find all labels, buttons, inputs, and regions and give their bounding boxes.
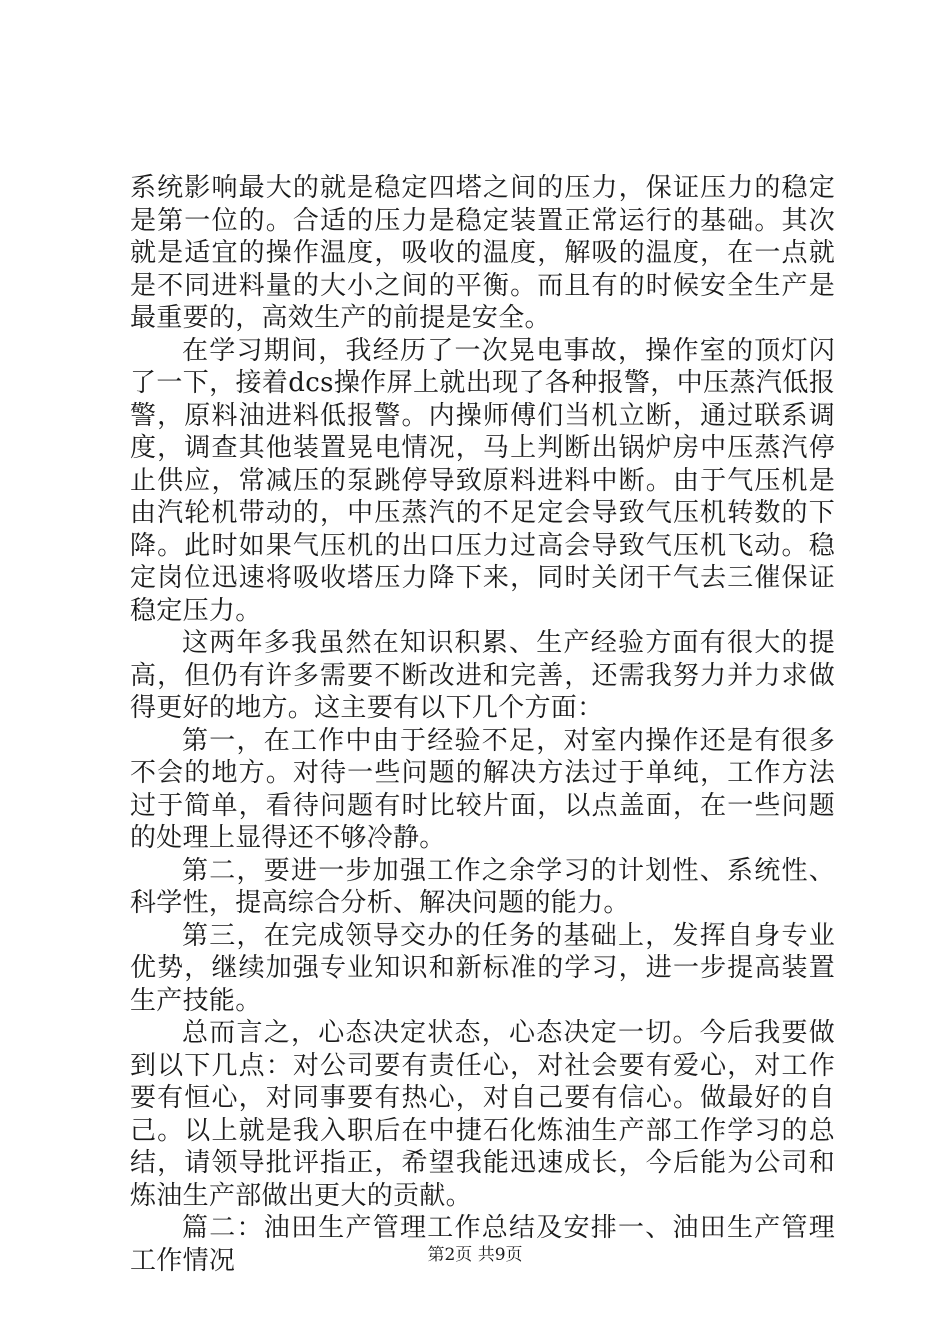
paragraph-improvements-intro: 这两年多我虽然在知识积累、生产经验方面有很大的提高，但仍有许多需要不断改进和完善，还需我努力并力求做得更好的地方。这主要有以下几个方面： xyxy=(130,628,835,723)
paragraph-continuation: 系统影响最大的就是稳定四塔之间的压力，保证压力的稳定是第一位的。合适的压力是稳定装置正常运行的基础。其次就是适宜的操作温度，吸收的温度，解吸的温度，在一点就是不同进料量的大小之间的平衡。而且有的时候安全生产是最重要的，高效生产的前提是安全。 xyxy=(130,173,835,333)
paragraph-conclusion: 总而言之，心态决定状态，心态决定一切。今后我要做到以下几点：对公司要有责任心，对社会要有爱心，对工作要有恒心，对同事要有热心，对自己要有信心。做最好的自己。以上就是我入职后在中捷石化炼油生产部工作学习的总结，请领导批评指正，希望我能迅速成长，今后能为公司和炼油生产部做出更大的贡献。 xyxy=(130,1018,835,1211)
document-body xyxy=(130,172,835,1277)
page-number-footer: 第2页 共9页 xyxy=(427,1245,523,1265)
paragraph-point-three: 第三，在完成领导交办的任务的基础上，发挥自身专业优势，继续加强专业知识和新标准的学习，进一步提高装置生产技能。 xyxy=(130,920,835,1016)
paragraph-power-outage: 在学习期间，我经历了一次晃电事故，操作室的顶灯闪了一下，接着dcs操作屏上就出现了各种报警，中压蒸汽低报警，原料油进料低报警。内操师傅们当机立断，通过联系调度，调查其他装置晃电情况，马上判断出锅炉房中压蒸汽停止供应，常减压的泵跳停导致原料进料中断。由于气压机是由汽轮机带动的，中压蒸汽的不足定会导致气压机转数的下降。此时如果气压机的出口压力过高会导致气压机飞动。稳定岗位迅速将吸收塔压力降下来，同时关闭干气去三催保证稳定压力。 xyxy=(130,335,835,626)
paragraph-point-one: 第一，在工作中由于经验不足，对室内操作还是有很多不会的地方。对待一些问题的解决方法过于单纯，工作方法过于简单，看待问题有时比较片面，以点盖面，在一些问题的处理上显得还不够冷静。 xyxy=(130,725,835,853)
paragraph-point-two: 第二，要进一步加强工作之余学习的计划性、系统性、科学性，提高综合分析、解决问题的能力。 xyxy=(130,855,835,918)
paragraph-section-two-heading: 篇二：油田生产管理工作总结及安排一、油田生产管理工作情况 xyxy=(130,1213,835,1276)
